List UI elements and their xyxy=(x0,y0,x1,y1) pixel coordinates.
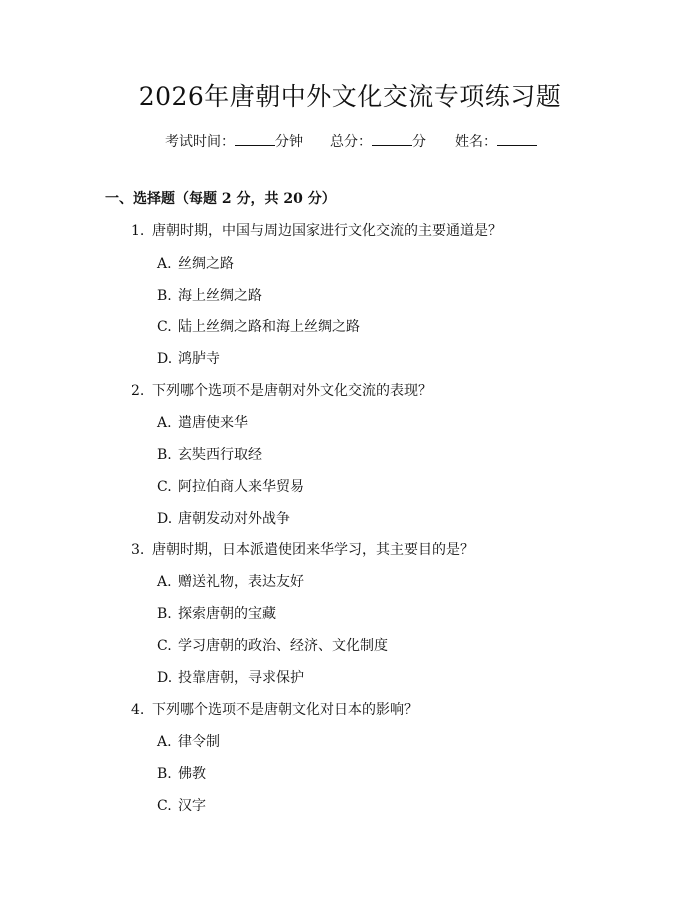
option-text: 赠送礼物，表达友好 xyxy=(178,574,304,590)
question-2-option-c xyxy=(157,476,304,498)
question-4-option-c xyxy=(157,795,206,817)
question-1 xyxy=(131,220,502,242)
option-text: 陆上丝绸之路和海上丝绸之路 xyxy=(178,319,360,335)
option-text: 汉字 xyxy=(178,798,206,814)
question-3-option-c xyxy=(157,635,388,657)
question-2-option-a xyxy=(157,412,248,434)
option-letter: A. xyxy=(157,415,172,431)
question-1-option-a xyxy=(157,253,234,275)
option-letter: A. xyxy=(157,256,172,272)
option-text: 鸿胪寺 xyxy=(178,351,220,367)
question-3-option-a xyxy=(157,571,304,593)
option-letter: B. xyxy=(157,606,172,622)
option-letter: A. xyxy=(157,574,172,590)
option-text: 学习唐朝的政治、经济、文化制度 xyxy=(178,638,388,654)
total-score-field xyxy=(330,130,426,153)
total-score-label: 总分： xyxy=(330,134,372,150)
option-letter: A. xyxy=(157,734,172,750)
section-heading: 一、选择题（每题 2 分，共 20 分） xyxy=(105,191,336,207)
option-text: 投靠唐朝，寻求保护 xyxy=(178,670,304,686)
page-title: 2026年唐朝中外文化交流专项练习题 xyxy=(138,82,562,111)
question-text: 唐朝时期，日本派遣使团来华学习，其主要目的是？ xyxy=(152,542,474,558)
question-4-option-b xyxy=(157,763,206,785)
question-4 xyxy=(131,699,418,721)
option-text: 律令制 xyxy=(178,734,220,750)
option-letter: C. xyxy=(157,319,172,335)
option-text: 探索唐朝的宝藏 xyxy=(178,606,276,622)
student-name-field xyxy=(455,130,537,153)
total-score-unit: 分 xyxy=(412,134,426,150)
question-1-option-c xyxy=(157,316,360,338)
student-name-label: 姓名： xyxy=(455,134,497,150)
question-3-option-b xyxy=(157,603,276,625)
question-number: 3. xyxy=(131,542,145,558)
option-text: 玄奘西行取经 xyxy=(178,447,262,463)
exam-time-blank xyxy=(235,130,275,146)
exam-time-field xyxy=(165,130,303,153)
total-score-blank xyxy=(372,130,412,146)
option-letter: B. xyxy=(157,766,172,782)
exam-time-unit: 分钟 xyxy=(275,134,303,150)
option-text: 佛教 xyxy=(178,766,206,782)
option-letter: D. xyxy=(157,670,173,686)
option-letter: D. xyxy=(157,511,173,527)
exam-info-row xyxy=(0,130,700,152)
question-text: 下列哪个选项不是唐朝对外文化交流的表现？ xyxy=(152,383,432,399)
option-letter: C. xyxy=(157,479,172,495)
question-text: 下列哪个选项不是唐朝文化对日本的影响？ xyxy=(152,702,418,718)
question-3 xyxy=(131,539,474,561)
question-1-option-d xyxy=(157,348,220,370)
option-text: 丝绸之路 xyxy=(178,256,234,272)
question-2 xyxy=(131,380,432,402)
question-4-option-a xyxy=(157,731,220,753)
option-letter: D. xyxy=(157,351,173,367)
exam-time-label: 考试时间： xyxy=(165,134,235,150)
question-3-option-d xyxy=(157,667,304,689)
student-name-blank xyxy=(497,130,537,146)
question-number: 4. xyxy=(131,702,145,718)
option-letter: B. xyxy=(157,288,172,304)
option-text: 遣唐使来华 xyxy=(178,415,248,431)
question-2-option-d xyxy=(157,508,290,530)
option-text: 唐朝发动对外战争 xyxy=(178,511,290,527)
question-number: 1. xyxy=(131,223,145,239)
option-letter: C. xyxy=(157,638,172,654)
question-number: 2. xyxy=(131,383,145,399)
option-letter: B. xyxy=(157,447,172,463)
option-text: 海上丝绸之路 xyxy=(178,288,262,304)
question-2-option-b xyxy=(157,444,262,466)
question-text: 唐朝时期，中国与周边国家进行文化交流的主要通道是？ xyxy=(152,223,502,239)
option-letter: C. xyxy=(157,798,172,814)
option-text: 阿拉伯商人来华贸易 xyxy=(178,479,304,495)
question-1-option-b xyxy=(157,285,262,307)
